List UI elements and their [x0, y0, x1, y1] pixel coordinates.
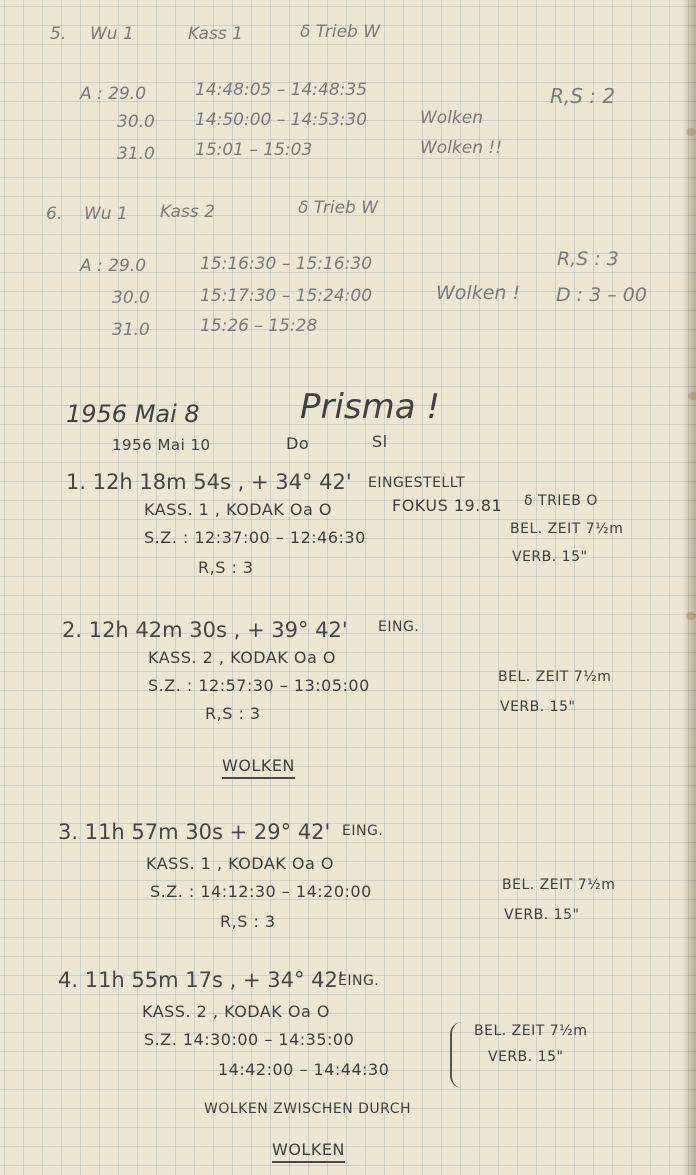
sz-line: S.Z. : 12:57:30 – 13:05:00 [148, 676, 370, 695]
time-range: 15:17:30 – 15:24:00 [200, 286, 373, 306]
wu-label: Wu 1 [90, 24, 134, 44]
status-rs: R,S : 3 [557, 248, 619, 270]
trieb-label: δ Trieb W [298, 198, 379, 218]
time-range: 15:01 – 15:03 [195, 140, 313, 160]
status-rs: R,S : 2 [550, 84, 616, 108]
sz-line-2: 14:42:00 – 14:44:30 [218, 1060, 390, 1079]
verb: VERB. 15" [504, 907, 580, 923]
bel-zeit: BEL. ZEIT 7½m [510, 521, 624, 537]
wolken-note: WOLKEN [222, 758, 295, 779]
time-range: 15:26 – 15:28 [200, 316, 318, 336]
trieb: δ TRIEB O [524, 493, 598, 509]
coords: 4. 11h 55m 17s , + 34° 42' [58, 968, 344, 992]
entry-number: 6. [46, 204, 63, 224]
bel-zeit: BEL. ZEIT 7½m [498, 669, 612, 685]
eing-label: EINGESTELLT [368, 475, 466, 491]
eing-label: EING. [342, 823, 384, 839]
a-value: 30.0 [112, 288, 150, 308]
entry-number: 5. [50, 24, 67, 44]
heading-date: 1956 Mai 8 [66, 400, 200, 428]
a-value: A : 29.0 [80, 256, 147, 276]
brace-mark [450, 1022, 466, 1088]
sz-line: S.Z. : 14:12:30 – 14:20:00 [150, 882, 372, 901]
bel-zeit: BEL. ZEIT 7½m [474, 1023, 588, 1039]
page-edge-shadow [682, 0, 696, 1175]
coords: 3. 11h 57m 30s + 29° 42' [58, 820, 331, 844]
kass-line: KASS. 1 , KODAK Oa O [146, 854, 334, 873]
sz-line: S.Z. 14:30:00 – 14:35:00 [144, 1030, 355, 1049]
kass-line: KASS. 2 , KODAK Oa O [148, 648, 336, 667]
note: Wolken [420, 108, 484, 128]
kass-line: KASS. 2 , KODAK Oa O [142, 1002, 330, 1021]
a-value: 30.0 [117, 112, 155, 132]
sz-line: S.Z. : 12:37:00 – 12:46:30 [144, 528, 366, 547]
stain-mark [686, 612, 696, 620]
note: Wolken !! [420, 138, 503, 158]
time-range: 14:48:05 – 14:48:35 [195, 80, 368, 100]
a-value: 31.0 [112, 320, 150, 340]
time-range: 15:16:30 – 15:16:30 [200, 254, 373, 274]
heading-day: Do [286, 434, 310, 453]
rs-value: R,S : 3 [198, 558, 254, 577]
stain-mark [686, 128, 696, 136]
heading-title: Prisma ! [300, 387, 441, 427]
wolken-note: WOLKEN [272, 1142, 345, 1163]
kass-label: Kass 1 [188, 24, 243, 44]
coords: 1. 12h 18m 54s , + 34° 42' [66, 470, 352, 494]
coords: 2. 12h 42m 30s , + 39° 42' [62, 618, 348, 642]
eing-label: EING. [378, 619, 420, 635]
stain-mark [688, 392, 696, 400]
eing-label: EING. [338, 973, 380, 989]
trieb-label: δ Trieb W [300, 22, 381, 42]
a-value: A : 29.0 [80, 84, 147, 104]
wu-label: Wu 1 [84, 204, 128, 224]
wolken-zwischen-note: WOLKEN ZWISCHEN DURCH [204, 1101, 411, 1117]
note: Wolken ! [436, 282, 521, 304]
d-value: D : 3 – 00 [556, 284, 647, 306]
fokus: FOKUS 19.81 [392, 496, 503, 515]
verb: VERB. 15" [488, 1049, 564, 1065]
a-value: 31.0 [117, 144, 155, 164]
verb: VERB. 15" [512, 549, 588, 565]
kass-line: KASS. 1 , KODAK Oa O [144, 500, 332, 519]
verb: VERB. 15" [500, 699, 576, 715]
heading-initials: Sl [372, 432, 388, 451]
heading-subdate: 1956 Mai 10 [112, 436, 211, 454]
rs-value: R,S : 3 [220, 912, 276, 931]
kass-label: Kass 2 [160, 202, 215, 222]
bel-zeit: BEL. ZEIT 7½m [502, 877, 616, 893]
time-range: 14:50:00 – 14:53:30 [195, 110, 368, 130]
rs-value: R,S : 3 [205, 704, 261, 723]
